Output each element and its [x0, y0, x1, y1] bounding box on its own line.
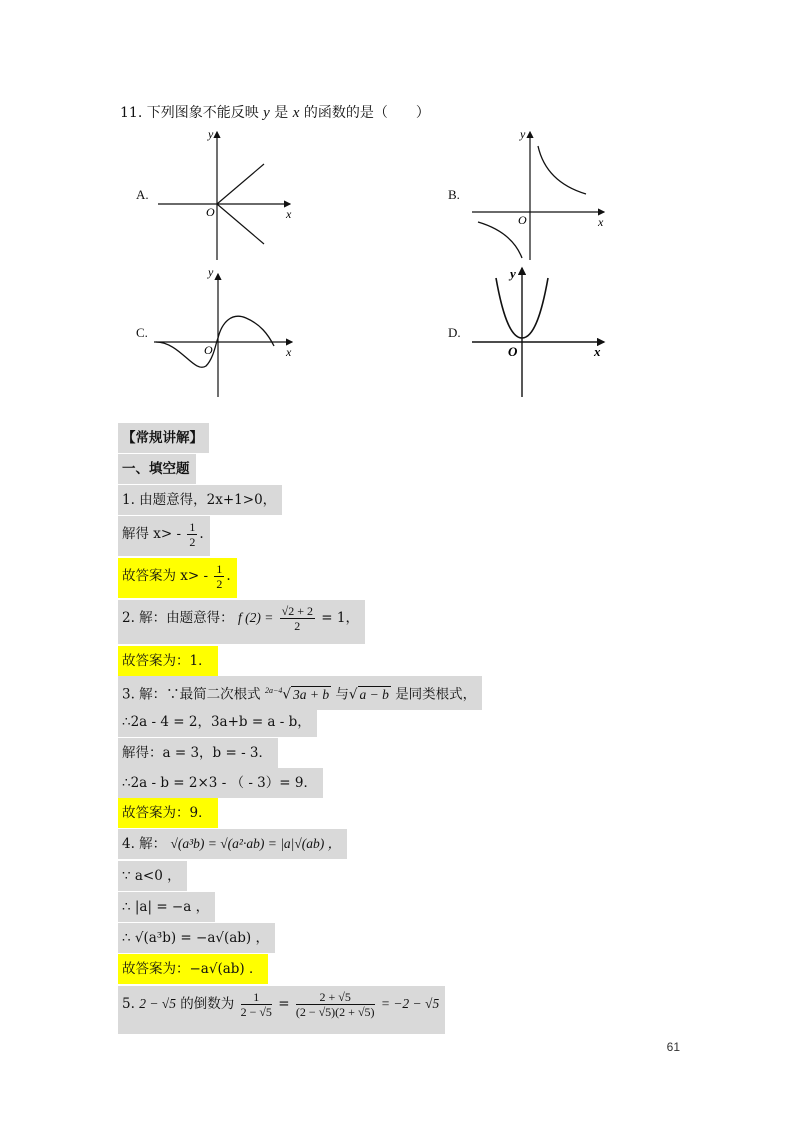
solution-2-fraction-num: √2 + 2: [281, 604, 313, 618]
graph-b-x-label: x: [598, 215, 604, 229]
var-x: x: [292, 105, 300, 121]
graph-d: [468, 262, 613, 400]
solution-4-math: √(a³b) = √(a²·ab) = |a|√(ab) ，: [170, 836, 342, 851]
graph-a-upper-ray: [217, 164, 264, 204]
solution-4-text: 4. 解：: [122, 836, 167, 852]
fraction-half-answer-den: 2: [216, 577, 223, 591]
graph-a-x-label: x: [286, 207, 292, 221]
var-y: y: [263, 105, 270, 121]
solution-4-answer: 故答案为：−a√(ab) ．: [118, 954, 268, 984]
graph-d-y-label: y: [510, 266, 516, 281]
fraction-half-answer-num: 1: [216, 562, 223, 576]
solution-3-line-4: ∴2a - b = 2×3 - （ - 3）= 9．: [118, 768, 323, 798]
solution-5-line-1: 5. 2 − √5 的倒数为 $\frac{1}{2 - √5}$ = $\frac{2 + √5}{(2 - √5)(2 + √5)}$ = −2 − √5: [118, 986, 445, 1034]
graph-c: [150, 262, 300, 400]
solution-5-fraction-1-num: 1: [241, 990, 272, 1005]
solution-2-text: 2. 解：由题意得：: [122, 610, 234, 626]
solution-1-answer: 故答案为 x> - $\frac{1}{2}$ .: [118, 558, 237, 598]
fraction-half-num: 1: [189, 520, 196, 534]
solution-1-line-2-text: 解得 x> -: [122, 526, 182, 542]
solution-3-radicand-1: 3a + b: [292, 686, 330, 702]
graph-b-lower-branch: [478, 222, 522, 258]
graph-a: [150, 122, 300, 262]
solution-2-function: f (2) =: [237, 610, 274, 625]
solution-5-result: = −2 − √5: [380, 996, 440, 1011]
solution-2-fraction-den: 2: [294, 619, 301, 633]
solution-3-radicand-2: a − b: [359, 686, 389, 702]
solution-5-expression: 2 − √5: [139, 996, 176, 1011]
graph-b: [468, 122, 613, 262]
solution-2-line-1: [118, 600, 365, 644]
graph-b-y-label: y: [520, 127, 526, 141]
fraction-half-answer: [214, 562, 224, 591]
graph-c-x-label: x: [286, 345, 292, 359]
question-text: [120, 102, 430, 122]
solution-5-number: 5.: [122, 996, 135, 1012]
solution-3-line-2: ∴2a - 4 = 2，3a+b = a - b，: [118, 707, 317, 737]
solution-5-text: 的倒数为: [180, 996, 235, 1012]
graph-a-lower-ray: [217, 204, 264, 244]
solution-4-line-2: ∵ a<0 ，: [118, 861, 187, 891]
question-number: 11.: [120, 105, 143, 121]
solution-4-line-1: [118, 829, 347, 859]
section-title: 一、填空题: [118, 454, 196, 484]
fraction-half: [187, 520, 197, 549]
solution-5-fraction-2: [296, 990, 375, 1019]
solution-4-line-3: ∴ |a| = −a ，: [118, 892, 215, 922]
graph-d-x-label: x: [594, 344, 601, 359]
solution-2-answer: 故答案为：1．: [118, 646, 218, 676]
page-number: 61: [666, 1040, 680, 1054]
section-header: 【常规讲解】: [118, 423, 209, 453]
solution-5-fraction-2-den: (2 − √5)(2 + √5): [295, 1005, 375, 1019]
solution-4-line-4: ∴ √(a³b) = −a√(ab) ，: [118, 923, 275, 953]
graph-c-y-label: y: [208, 265, 214, 279]
solution-3-root-index: 2a−4: [264, 686, 283, 695]
graph-a-origin-label: O: [206, 205, 215, 219]
solution-5-fraction-1-den: 2 − √5: [240, 1005, 272, 1019]
solution-5-fraction-1: [241, 990, 272, 1019]
solution-3-line-3: 解得：a = 3，b = - 3．: [118, 738, 278, 768]
question-text-mid: 是: [274, 105, 289, 121]
solution-3-answer: 故答案为：9．: [118, 798, 218, 828]
graph-b-upper-branch: [538, 146, 586, 194]
solution-2-result: = 1，: [321, 610, 359, 626]
solution-1-line-1: 1. 由题意得，2x+1>0，: [118, 485, 282, 515]
fraction-half-den: 2: [189, 535, 196, 549]
option-b-label: B.: [448, 187, 460, 202]
question-text-before: 下列图象不能反映: [146, 105, 259, 121]
question-text-after: 的函数的是（ ）: [303, 105, 430, 121]
solution-3-line-1: 3. 解：∵最简二次根式 $^{2a-4}$√ 3a + b 与√ a − b 是同类根式，: [118, 676, 482, 710]
solution-1-answer-text: 故答案为 x> -: [122, 568, 209, 584]
solution-3-suffix: 是同类根式，: [395, 686, 477, 703]
graph-c-origin-label: O: [204, 343, 213, 357]
graph-b-origin-label: O: [518, 213, 527, 227]
solution-5-fraction-2-num: 2 + √5: [296, 990, 375, 1005]
option-c-label: C.: [136, 325, 148, 340]
graph-d-origin-label: O: [508, 344, 518, 359]
option-a-label: A.: [136, 187, 149, 202]
solution-2-fraction: [280, 604, 315, 633]
solution-1-line-2: 解得 x> - $\frac{1}{2}$ .: [118, 516, 210, 556]
solution-3-text: 3. 解：∵最简二次根式: [122, 686, 261, 703]
option-d-label: D.: [448, 325, 461, 340]
solution-3-mid: 与: [335, 686, 349, 703]
graph-a-y-label: y: [208, 127, 214, 141]
